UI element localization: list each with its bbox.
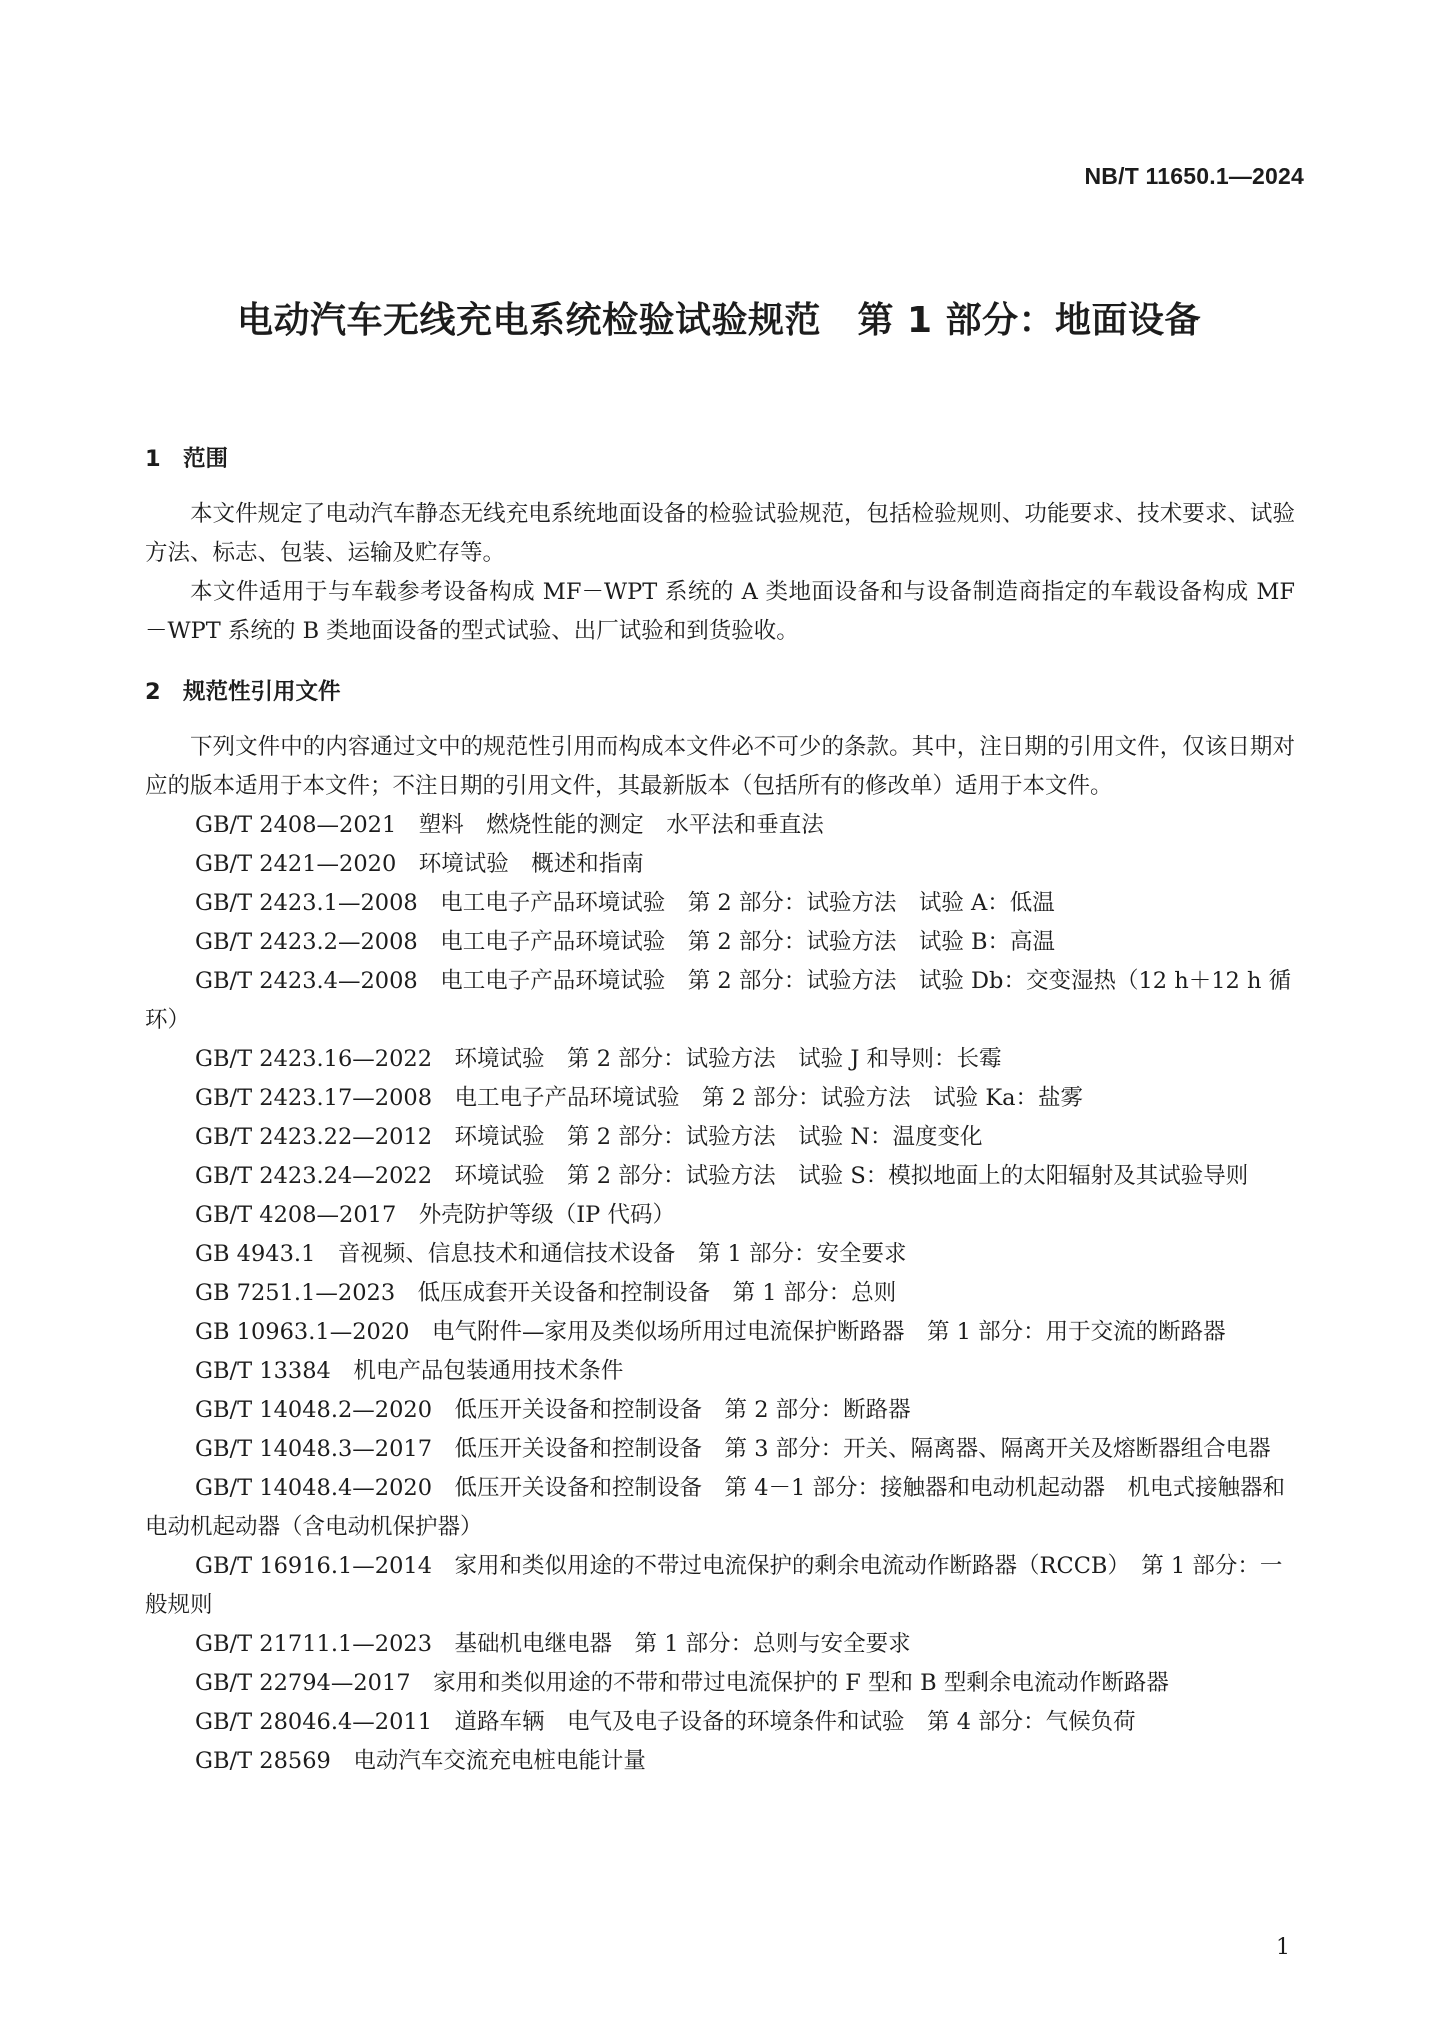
document-code: NB/T 11650.1—2024	[1084, 163, 1304, 189]
reference-item: GB 10963.1—2020 电气附件—家用及类似场所用过电流保护断路器 第 1 部分：用于交流的断路器	[195, 1319, 1226, 1345]
section-normative-references	[145, 673, 1295, 1781]
section-number: 2	[145, 679, 161, 705]
reference-item: GB/T 2423.24—2022 环境试验 第 2 部分：试验方法 试验 S：模拟地面上的太阳辐射及其试验导则	[195, 1163, 1249, 1189]
reference-item: GB/T 13384 机电产品包装通用技术条件	[195, 1358, 624, 1384]
reference-list	[145, 806, 1295, 1781]
reference-item: GB/T 2423.1—2008 电工电子产品环境试验 第 2 部分：试验方法 试验 A：低温	[195, 890, 1055, 916]
reference-item: GB/T 22794—2017 家用和类似用途的不带和带过电流保护的 F 型和 B 型剩余电流动作断路器	[195, 1670, 1169, 1696]
scope-paragraph: 本文件适用于与车载参考设备构成 MF－WPT 系统的 A 类地面设备和与设备制造商指定的车载设备构成 MF－WPT 系统的 B 类地面设备的型式试验、出厂试验和到货验收。	[145, 579, 1295, 644]
section-heading	[145, 440, 1295, 479]
reference-item: GB/T 14048.2—2020 低压开关设备和控制设备 第 2 部分：断路器	[195, 1397, 911, 1423]
reference-item: GB/T 21711.1—2023 基础机电继电器 第 1 部分：总则与安全要求	[195, 1631, 911, 1657]
reference-item: GB/T 2423.2—2008 电工电子产品环境试验 第 2 部分：试验方法 试验 B：高温	[195, 929, 1056, 955]
section-number: 1	[145, 446, 161, 472]
reference-item: GB/T 16916.1—2014 家用和类似用途的不带过电流保护的剩余电流动作断路器（RCCB） 第 1 部分：一般规则	[145, 1553, 1283, 1618]
reference-item: GB/T 4208—2017 外壳防护等级（IP 代码）	[195, 1202, 675, 1228]
reference-item: GB/T 28569 电动汽车交流充电桩电能计量	[195, 1748, 646, 1774]
document-body	[145, 440, 1295, 1781]
reference-item: GB 4943.1 音视频、信息技术和通信技术设备 第 1 部分：安全要求	[195, 1241, 907, 1267]
reference-item: GB/T 14048.3—2017 低压开关设备和控制设备 第 3 部分：开关、隔离器、隔离开关及熔断器组合电器	[195, 1436, 1271, 1462]
section-heading	[145, 673, 1295, 712]
reference-item: GB/T 2421—2020 环境试验 概述和指南	[195, 851, 644, 877]
scope-paragraph: 本文件规定了电动汽车静态无线充电系统地面设备的检验试验规范，包括检验规则、功能要求、技术要求、试验方法、标志、包装、运输及贮存等。	[145, 501, 1295, 566]
reference-item: GB/T 2408—2021 塑料 燃烧性能的测定 水平法和垂直法	[195, 812, 824, 838]
references-intro-paragraph: 下列文件中的内容通过文中的规范性引用而构成本文件必不可少的条款。其中，注日期的引用文件，仅该日期对应的版本适用于本文件；不注日期的引用文件，其最新版本（包括所有的修改单）适用于本文件。	[145, 734, 1295, 799]
reference-item: GB/T 14048.4—2020 低压开关设备和控制设备 第 4－1 部分：接触器和电动机起动器 机电式接触器和电动机起动器（含电动机保护器）	[145, 1475, 1285, 1540]
section-title: 范围	[183, 446, 229, 472]
reference-item: GB 7251.1—2023 低压成套开关设备和控制设备 第 1 部分：总则	[195, 1280, 897, 1306]
page-number: 1	[1276, 1935, 1290, 1960]
reference-item: GB/T 28046.4—2011 道路车辆 电气及电子设备的环境条件和试验 第 4 部分：气候负荷	[195, 1709, 1136, 1735]
section-scope	[145, 440, 1295, 651]
reference-item: GB/T 2423.22—2012 环境试验 第 2 部分：试验方法 试验 N：温度变化	[195, 1124, 983, 1150]
reference-item: GB/T 2423.17—2008 电工电子产品环境试验 第 2 部分：试验方法 试验 Ka：盐雾	[195, 1085, 1084, 1111]
reference-item: GB/T 2423.4—2008 电工电子产品环境试验 第 2 部分：试验方法 试验 Db：交变湿热（12 h＋12 h 循环）	[145, 968, 1292, 1033]
document-title: 电动汽车无线充电系统检验试验规范 第 1 部分：地面设备	[236, 300, 1202, 341]
section-title: 规范性引用文件	[183, 679, 341, 705]
reference-item: GB/T 2423.16—2022 环境试验 第 2 部分：试验方法 试验 J 和导则：长霉	[195, 1046, 1002, 1072]
